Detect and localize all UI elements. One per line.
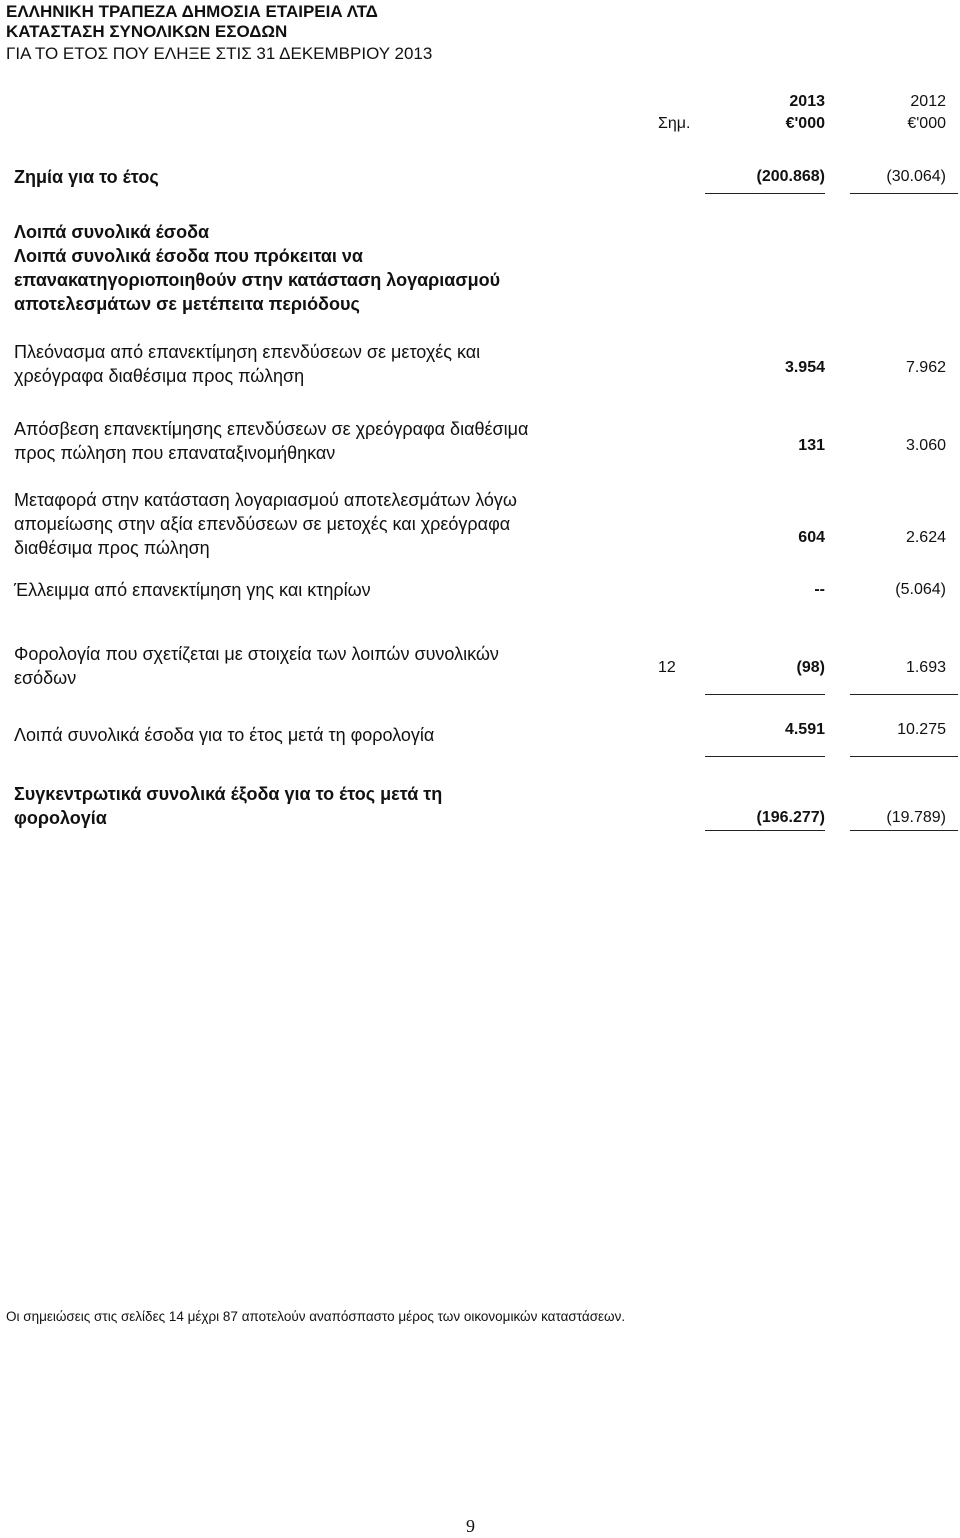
note-column-header: Σημ. <box>658 115 691 132</box>
transfer-prior: 2.624 <box>905 529 946 546</box>
oci-subheading-line2: επανακατηγοριοποιηθούν στην κατάσταση λογαριασμού <box>14 270 501 290</box>
tax-note-ref: 12 <box>658 659 676 676</box>
tax-label-line2: εσόδων <box>14 668 77 688</box>
transfer-label-line2: απομείωσης στην αξία επενδύσεων σε μετοχές και χρεόγραφα <box>14 514 511 534</box>
amortisation-label-line2: προς πώληση που επαναταξινομήθηκαν <box>14 443 336 463</box>
oci-after-tax-underline-current <box>705 756 825 757</box>
total-label-line1: Συγκεντρωτικά συνολικά έξοδα για το έτος μετά τη <box>14 784 443 804</box>
total-underline-prior <box>850 830 958 831</box>
statement-period: ΓΙΑ ΤΟ ΕΤΟΣ ΠΟΥ ΕΛΗΞΕ ΣΤΙΣ 31 ΔΕΚΕΜΒΡΙΟΥ 2013 <box>6 44 433 63</box>
amortisation-prior: 3.060 <box>905 437 946 454</box>
amortisation-label-line1: Απόσβεση επανεκτίμησης επενδύσεων σε χρεόγραφα διαθέσιμα <box>14 419 529 439</box>
oci-heading: Λοιπά συνολικά έσοδα <box>14 222 210 242</box>
page-number: 9 <box>466 1516 475 1536</box>
loss-current: (200.868) <box>756 168 825 185</box>
surplus-label-line2: χρεόγραφα διαθέσιμα προς πώληση <box>14 366 305 386</box>
transfer-label-line3: διαθέσιμα προς πώληση <box>14 538 210 558</box>
tax-prior: 1.693 <box>905 659 946 676</box>
oci-after-tax-label: Λοιπά συνολικά έσοδα για το έτος μετά τη φορολογία <box>14 725 435 745</box>
unit-prior: €'000 <box>907 115 946 132</box>
oci-after-tax-underline-prior <box>850 756 958 757</box>
surplus-current: 3.954 <box>784 359 825 376</box>
deficit-current: -- <box>814 581 825 598</box>
tax-underline-prior <box>850 694 958 695</box>
surplus-prior: 7.962 <box>905 359 946 376</box>
footnote: Οι σημειώσεις στις σελίδες 14 μέχρι 87 αποτελούν αναπόσπαστο μέρος των οικονομικών καταστάσεων. <box>6 1309 626 1324</box>
total-current: (196.277) <box>756 809 825 826</box>
loss-prior: (30.064) <box>886 168 946 185</box>
tax-label-line1: Φορολογία που σχετίζεται με στοιχεία των λοιπών συνολικών <box>14 644 499 664</box>
loss-underline-prior <box>850 193 958 194</box>
company-name: ΕΛΛΗΝΙΚΗ ΤΡΑΠΕΖΑ ΔΗΜΟΣΙΑ ΕΤΑΙΡΕΙΑ ΛΤΔ <box>6 2 378 21</box>
total-underline-current <box>705 830 825 831</box>
loss-underline-current <box>705 193 825 194</box>
surplus-label-line1: Πλεόνασμα από επανεκτίμηση επενδύσεων σε μετοχές και <box>14 342 481 362</box>
oci-subheading-line3: αποτελεσμάτων σε μετέπειτα περιόδους <box>14 294 360 314</box>
year-prior: 2012 <box>910 93 946 110</box>
oci-after-tax-prior: 10.275 <box>897 721 946 738</box>
statement-title: ΚΑΤΑΣΤΑΣΗ ΣΥΝΟΛΙΚΩΝ ΕΣΟΔΩΝ <box>6 22 288 41</box>
tax-underline-current <box>705 694 825 695</box>
loss-label: Ζημία για το έτος <box>14 167 159 187</box>
transfer-label-line1: Μεταφορά στην κατάσταση λογαριασμού αποτελεσμάτων λόγω <box>14 490 517 510</box>
tax-current: (98) <box>796 659 825 676</box>
transfer-current: 604 <box>798 529 825 546</box>
year-current: 2013 <box>789 93 825 110</box>
deficit-label: Έλλειμμα από επανεκτίμηση γης και κτηρίων <box>14 580 371 600</box>
oci-subheading-line1: Λοιπά συνολικά έσοδα που πρόκειται να <box>14 246 363 266</box>
amortisation-current: 131 <box>798 437 825 454</box>
unit-current: €'000 <box>785 115 825 132</box>
oci-after-tax-current: 4.591 <box>784 721 825 738</box>
deficit-prior: (5.064) <box>895 581 946 598</box>
total-label-line2: φορολογία <box>14 808 107 828</box>
total-prior: (19.789) <box>886 809 946 826</box>
